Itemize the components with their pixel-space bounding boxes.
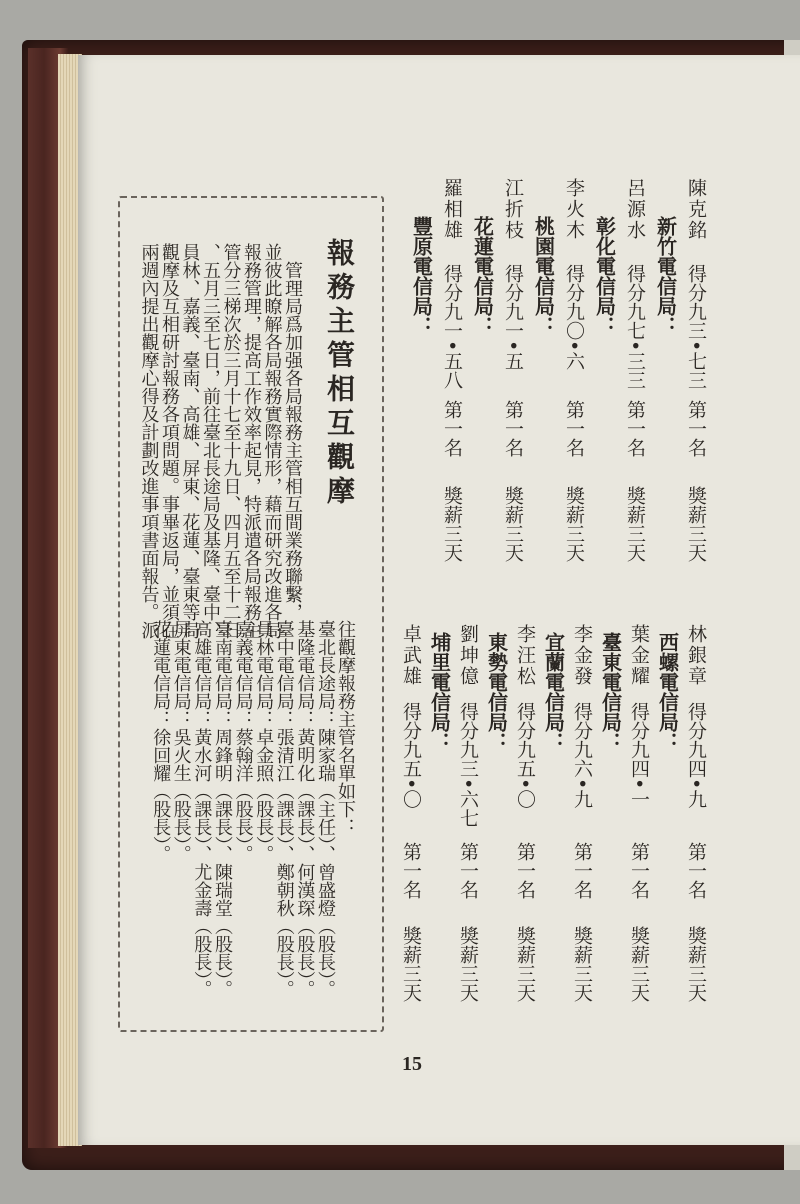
award-rank: 第一名	[400, 842, 422, 899]
award-score: 得分九〇•六	[563, 264, 585, 371]
award-name: 卓武雄	[400, 624, 422, 687]
body-line: 觀摩及互相研討報務各項問題。事畢返局，並須在	[159, 243, 180, 639]
award-name: 劉坤億	[457, 624, 479, 687]
award-award: 獎薪三天	[514, 926, 536, 1002]
award-name: 呂源水	[624, 178, 646, 241]
office-heading: 埔里電信局：	[427, 632, 452, 752]
office-heading: 花蓮電信局：	[470, 216, 495, 336]
award-rank: 第一名	[685, 400, 707, 457]
award-score: 得分九五•〇	[400, 702, 422, 809]
staff-list-line: 屏東電信局：吳火生（股長）。	[170, 620, 192, 863]
section-title: 報務主管相互觀摩	[323, 238, 356, 510]
award-score: 得分九三•六七	[457, 702, 479, 828]
award-rank: 第一名	[563, 400, 585, 457]
award-rank: 第一名	[571, 842, 593, 899]
office-heading: 西螺電信局：	[655, 632, 680, 752]
award-award: 獎薪三天	[685, 486, 707, 562]
award-name: 葉金耀	[628, 624, 650, 687]
award-score: 得分九七•三三	[624, 264, 646, 390]
office-heading: 桃園電信局：	[531, 216, 556, 336]
award-rank: 第一名	[628, 842, 650, 899]
award-award: 獎薪三天	[502, 486, 524, 562]
list-intro: 往觀摩報務主管名單如下：	[335, 620, 356, 836]
award-rank: 第一名	[441, 400, 463, 457]
office-heading: 彰化電信局：	[592, 216, 617, 336]
staff-list-line: 臺南電信局：周鋒明（課長）、陳瑞堂（股長）。	[212, 620, 233, 998]
award-rank: 第一名	[514, 842, 536, 899]
office-heading: 豐原電信局：	[409, 216, 434, 336]
award-score: 得分九四•一	[628, 702, 650, 809]
staff-list-line: 嘉義電信局：蔡翰洋（股長）。	[232, 620, 254, 863]
body-line: 並彼此瞭解各局報務實際情形，藉而研究改進各局	[261, 243, 283, 639]
office-heading: 東勢電信局：	[484, 632, 509, 752]
award-name: 江折枝	[502, 178, 524, 241]
award-score: 得分九一•五八	[441, 264, 463, 390]
body-line: 、五月三至七日，前往臺北長途局及基隆、臺中、	[200, 243, 221, 639]
body-line: 員林、嘉義、臺南、高雄、屏東、花蓮、臺東等局	[179, 243, 201, 639]
award-name: 李汪松	[514, 624, 536, 687]
award-award: 獎薪三天	[628, 926, 650, 1002]
staff-list-line: 高雄電信局：黃水河（課長）、尤金壽（股長）。	[191, 620, 213, 998]
award-score: 得分九五•〇	[514, 702, 536, 809]
award-award: 獎薪三天	[624, 486, 646, 562]
body-line: 管理局爲加强各局報務主管相互間業務聯繫，	[282, 243, 303, 621]
award-rank: 第一名	[624, 400, 646, 457]
award-rank: 第一名	[685, 842, 707, 899]
award-name: 羅相雄	[441, 178, 463, 241]
staff-list-line: 員林電信局：卓金照（股長）。	[253, 620, 275, 863]
body-line: 兩週內提出觀摩心得及計劃改進事項書面報告。派	[138, 243, 160, 639]
staff-list-line: 花蓮電信局：徐回耀（股長）。	[150, 620, 172, 863]
award-award: 獎薪三天	[685, 926, 707, 1002]
award-score: 得分九一•五	[502, 264, 524, 371]
page-number: 15	[402, 1053, 422, 1075]
award-score: 得分九六•九	[571, 702, 593, 809]
award-name: 林銀章	[685, 624, 707, 687]
award-name: 陳克銘	[685, 178, 707, 241]
award-award: 獎薪三天	[571, 926, 593, 1002]
staff-list-line: 基隆電信局：黃明化（課長）、何漢琛（股長）。	[294, 620, 316, 998]
award-rank: 第一名	[457, 842, 479, 899]
office-heading: 臺東電信局：	[598, 632, 623, 752]
body-line: 管分三梯次於三月十七至十九日、四月五至十二日	[220, 243, 242, 639]
award-score: 得分九四•九	[685, 702, 707, 809]
award-rank: 第一名	[502, 400, 524, 457]
office-heading: 宜蘭電信局：	[541, 632, 566, 752]
award-award: 獎薪三天	[400, 926, 422, 1002]
staff-list-line: 臺中電信局：張清江（課長）、鄭朝秋（股長）。	[273, 620, 295, 998]
award-award: 獎薪三天	[563, 486, 585, 562]
staff-list-line: 臺北長途局：陳家瑞（主任）、曾盛燈（股長）。	[315, 620, 336, 998]
body-line: 報務管理，提高工作效率起見，特派遣各局報務主	[241, 243, 262, 639]
award-award: 獎薪三天	[441, 486, 463, 562]
office-heading: 新竹電信局：	[653, 216, 678, 336]
award-name: 李金發	[571, 624, 593, 687]
award-score: 得分九三•七三	[685, 264, 707, 390]
award-award: 獎薪三天	[457, 926, 479, 1002]
award-name: 李火木	[563, 178, 585, 241]
